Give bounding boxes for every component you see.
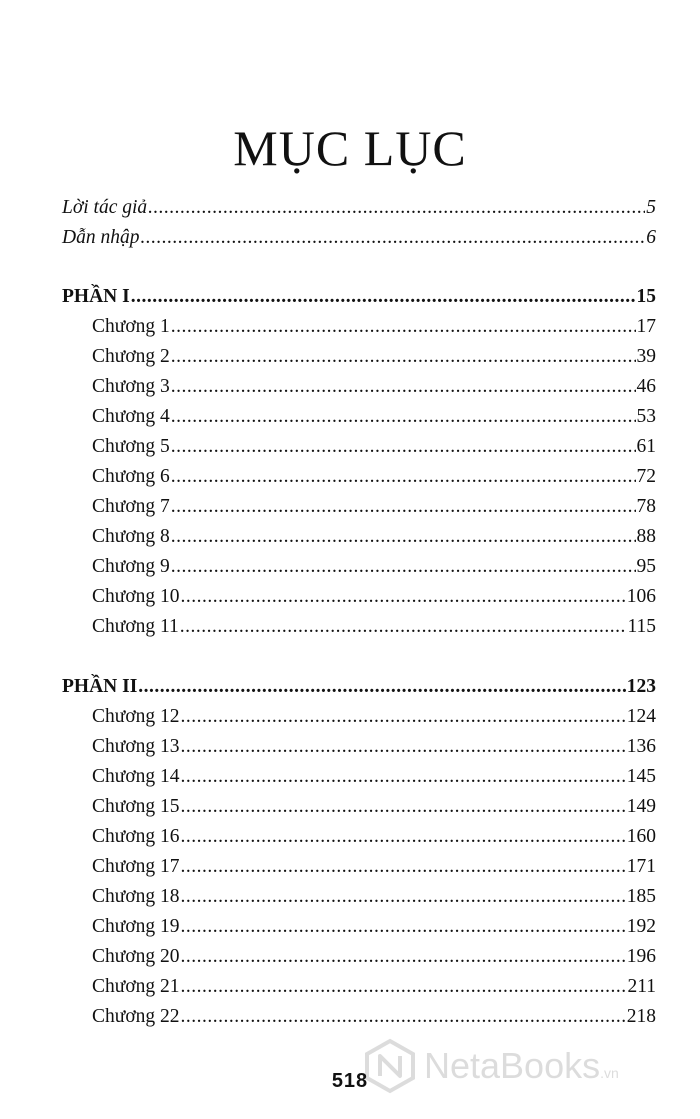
toc-chapter-6[interactable] bbox=[92, 462, 656, 492]
toc-chapter-label: Chương 2 bbox=[92, 346, 170, 367]
toc-leader-dots bbox=[171, 342, 636, 372]
toc-chapter-16[interactable] bbox=[92, 822, 656, 852]
toc-chapter-page: 149 bbox=[626, 796, 656, 817]
watermark-suffix: .vn bbox=[600, 1065, 619, 1081]
toc-part-1[interactable] bbox=[62, 282, 656, 312]
toc-chapter-label: Chương 18 bbox=[92, 886, 180, 907]
toc-leader-dots bbox=[181, 702, 626, 732]
toc-leader-dots bbox=[181, 882, 626, 912]
toc-entry-author-preface[interactable] bbox=[62, 193, 656, 223]
toc-chapter-14[interactable] bbox=[92, 762, 656, 792]
toc-chapter-page: 53 bbox=[636, 406, 656, 427]
toc-leader-dots bbox=[181, 912, 626, 942]
toc-entry-page: 5 bbox=[646, 197, 656, 218]
toc-chapter-label: Chương 15 bbox=[92, 796, 180, 817]
toc-chapter-1[interactable] bbox=[92, 312, 656, 342]
toc-chapter-label: Chương 10 bbox=[92, 586, 180, 607]
toc-chapter-page: 72 bbox=[636, 466, 656, 487]
toc-chapter-label: Chương 17 bbox=[92, 856, 180, 877]
toc-chapter-page: 78 bbox=[636, 496, 656, 517]
toc-chapter-21[interactable] bbox=[92, 972, 656, 1002]
toc-leader-dots bbox=[171, 522, 636, 552]
toc-chapter-12[interactable] bbox=[92, 702, 656, 732]
toc-chapter-label: Chương 13 bbox=[92, 736, 180, 757]
toc-chapter-4[interactable] bbox=[92, 402, 656, 432]
toc-entry-label: Lời tác giả bbox=[62, 197, 148, 218]
toc-leader-dots bbox=[181, 942, 626, 972]
toc-chapter-22[interactable] bbox=[92, 1002, 656, 1032]
toc-chapter-label: Chương 4 bbox=[92, 406, 170, 427]
toc-chapter-8[interactable] bbox=[92, 522, 656, 552]
toc-chapter-page: 46 bbox=[636, 376, 656, 397]
toc-chapter-label: Chương 5 bbox=[92, 436, 170, 457]
toc-chapter-page: 61 bbox=[636, 436, 656, 457]
toc-leader-dots bbox=[181, 972, 627, 1002]
toc-chapter-13[interactable] bbox=[92, 732, 656, 762]
toc-leader-dots bbox=[131, 282, 636, 312]
toc-chapter-17[interactable] bbox=[92, 852, 656, 882]
toc-leader-dots bbox=[181, 582, 626, 612]
toc-chapter-9[interactable] bbox=[92, 552, 656, 582]
toc-chapter-page: 211 bbox=[627, 976, 656, 997]
toc-leader-dots bbox=[171, 402, 636, 432]
toc-chapter-page: 39 bbox=[636, 346, 656, 367]
page-number: 518 bbox=[331, 1070, 369, 1092]
page-title: MỤC LỤC bbox=[233, 120, 467, 176]
toc-chapter-label: Chương 16 bbox=[92, 826, 180, 847]
toc-part-2[interactable] bbox=[62, 672, 656, 702]
toc-chapter-label: Chương 21 bbox=[92, 976, 180, 997]
watermark-brand: NetaBooks bbox=[424, 1045, 601, 1086]
toc-chapter-10[interactable] bbox=[92, 582, 656, 612]
toc-chapter-page: 218 bbox=[626, 1006, 656, 1027]
toc-entry-label: Dẫn nhập bbox=[62, 227, 140, 248]
toc-chapter-7[interactable] bbox=[92, 492, 656, 522]
toc-leader-dots bbox=[171, 552, 636, 582]
toc-leader-dots bbox=[171, 372, 636, 402]
toc-leader-dots bbox=[171, 312, 636, 342]
toc-chapter-page: 95 bbox=[636, 556, 656, 577]
toc-chapter-label: Chương 11 bbox=[92, 616, 179, 637]
toc-leader-dots bbox=[148, 193, 645, 223]
toc-leader-dots bbox=[171, 462, 636, 492]
toc-chapter-page: 145 bbox=[626, 766, 656, 787]
toc-chapter-19[interactable] bbox=[92, 912, 656, 942]
toc-chapter-page: 115 bbox=[627, 616, 656, 637]
toc-chapter-label: Chương 19 bbox=[92, 916, 180, 937]
toc-chapter-label: Chương 1 bbox=[92, 316, 170, 337]
toc-chapter-page: 196 bbox=[626, 946, 656, 967]
toc-chapter-page: 136 bbox=[626, 736, 656, 757]
toc-leader-dots bbox=[181, 822, 626, 852]
toc-chapter-page: 106 bbox=[626, 586, 656, 607]
toc-chapter-11[interactable] bbox=[92, 612, 656, 642]
toc-part-page: 123 bbox=[626, 676, 656, 697]
toc-chapter-label: Chương 20 bbox=[92, 946, 180, 967]
toc-chapter-label: Chương 7 bbox=[92, 496, 170, 517]
toc-chapter-label: Chương 14 bbox=[92, 766, 180, 787]
toc-chapter-label: Chương 8 bbox=[92, 526, 170, 547]
toc-chapter-5[interactable] bbox=[92, 432, 656, 462]
toc-chapter-3[interactable] bbox=[92, 372, 656, 402]
toc-chapter-page: 124 bbox=[626, 706, 656, 727]
toc-leader-dots bbox=[181, 762, 626, 792]
toc-chapter-20[interactable] bbox=[92, 942, 656, 972]
toc-leader-dots bbox=[180, 612, 627, 642]
toc-entry-introduction[interactable] bbox=[62, 223, 656, 253]
toc-chapter-page: 88 bbox=[636, 526, 656, 547]
toc-entry-page: 6 bbox=[646, 227, 656, 248]
toc-leader-dots bbox=[138, 672, 625, 702]
toc-chapter-label: Chương 9 bbox=[92, 556, 170, 577]
toc-chapter-page: 160 bbox=[626, 826, 656, 847]
toc-leader-dots bbox=[181, 852, 626, 882]
toc-part-label: PHẦN I bbox=[62, 286, 130, 307]
toc-chapter-label: Chương 6 bbox=[92, 466, 170, 487]
toc-chapter-label: Chương 3 bbox=[92, 376, 170, 397]
toc-leader-dots bbox=[140, 223, 645, 253]
toc-chapter-label: Chương 22 bbox=[92, 1006, 180, 1027]
toc-chapter-page: 185 bbox=[626, 886, 656, 907]
toc-chapter-label: Chương 12 bbox=[92, 706, 180, 727]
toc-chapter-15[interactable] bbox=[92, 792, 656, 822]
toc-leader-dots bbox=[171, 492, 636, 522]
toc-part-label: PHẦN II bbox=[62, 676, 138, 697]
toc-chapter-page: 171 bbox=[626, 856, 656, 877]
toc-leader-dots bbox=[181, 732, 626, 762]
toc-leader-dots bbox=[181, 1002, 626, 1032]
toc-leader-dots bbox=[171, 432, 636, 462]
toc-chapter-page: 192 bbox=[626, 916, 656, 937]
toc-chapter-2[interactable] bbox=[92, 342, 656, 372]
toc-chapter-page: 17 bbox=[636, 316, 656, 337]
toc-leader-dots bbox=[181, 792, 626, 822]
toc-part-page: 15 bbox=[636, 286, 656, 307]
toc-chapter-18[interactable] bbox=[92, 882, 656, 912]
